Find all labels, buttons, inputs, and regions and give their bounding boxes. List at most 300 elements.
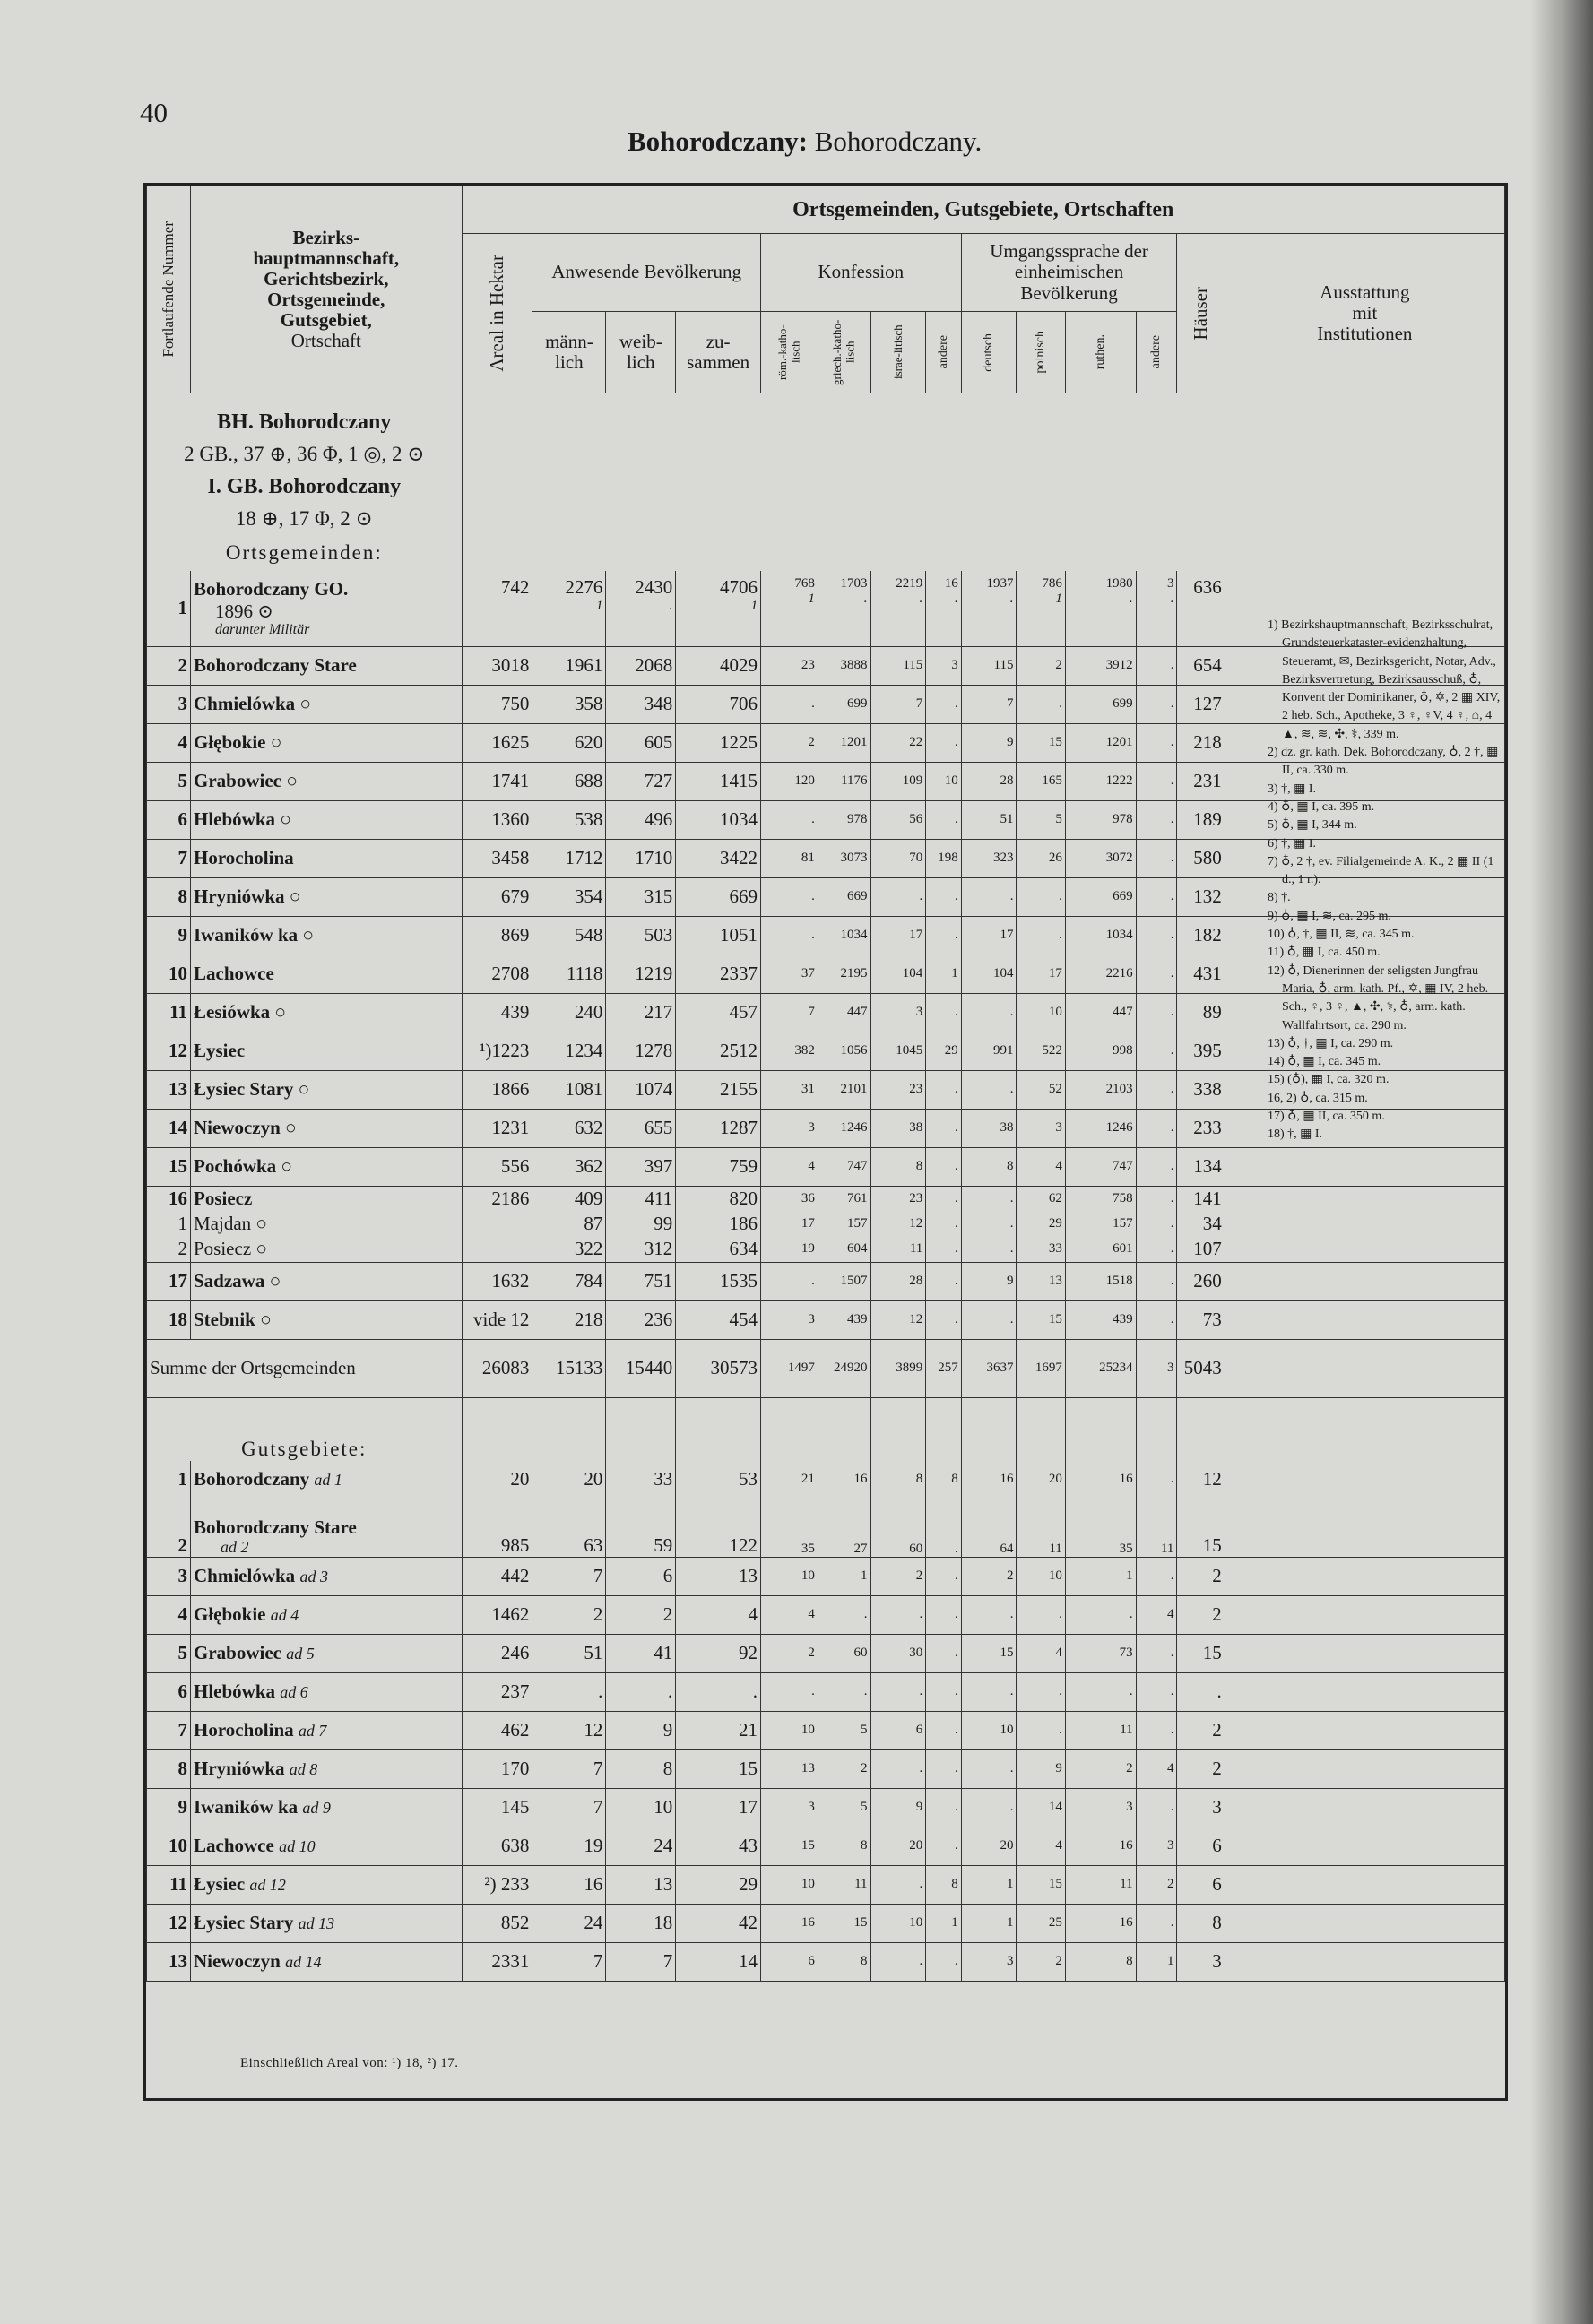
value-cell: 1 (1136, 1942, 1177, 1981)
table-row (147, 1237, 1505, 1263)
value-cell: ¹)1223 (462, 1032, 532, 1070)
value-cell: . (1136, 955, 1177, 993)
row-number: 12 (147, 1904, 191, 1942)
value-cell: 1625 (462, 723, 532, 762)
intro-bh: BH. Bohorodczany (147, 393, 463, 439)
value-cell: . (926, 877, 961, 916)
value-cell: 1045 (870, 1032, 926, 1070)
table-row (147, 1147, 1505, 1186)
value-cell: . (761, 1672, 818, 1711)
header-andere-konfession: andere (926, 312, 961, 393)
value-cell: 19 (761, 1237, 818, 1263)
value-cell: 556 (462, 1147, 532, 1186)
value-cell: . (870, 877, 926, 916)
value-cell: 820 (676, 1186, 761, 1212)
value-cell: 2331 (462, 1942, 532, 1981)
row-name: Majdan ○ (191, 1212, 463, 1237)
value-cell: 16 (532, 1865, 606, 1904)
row-name: Łysiec (191, 1032, 463, 1070)
value-cell: 2 (761, 1634, 818, 1672)
value-cell: 16 (961, 1461, 1017, 1499)
value-cell: 358 (532, 685, 606, 723)
value-cell: 36 (761, 1186, 818, 1212)
value-cell: . (961, 993, 1017, 1032)
value-cell: 104 (870, 955, 926, 993)
row-number: 7 (147, 1711, 191, 1749)
row-name: Iwaników ka ○ (191, 916, 463, 955)
row-number: 1 (147, 1461, 191, 1499)
value-cell: 727 (606, 762, 676, 800)
value-cell: 4 (1136, 1749, 1177, 1788)
value-cell: 3 (926, 646, 961, 685)
table-row (147, 1788, 1505, 1827)
value-cell: 354 (532, 877, 606, 916)
value-cell: . (1136, 1711, 1177, 1749)
empty-cell (1017, 1981, 1065, 2089)
intro-bh-counts: 2 GB., 37 ⊕, 36 Φ, 1 ◎, 2 ⊙ (147, 438, 463, 471)
value-cell: 2 (961, 1557, 1017, 1595)
table-row (147, 1300, 1505, 1339)
note-item: 1) Bezirkshauptmannschaft, Bezirksschulrat, Grundsteuerkataster-evidenzhaltung, Steueramt, ✉, Bezirksgericht, Notar, Adv., Bezirksvertretung, Bezirksausschuß, ♁, Konvent der Dominikaner, ♁, ✡, 2 ▦ XIV, 2 heb. Sch., Apotheke, 3 ♀, ♀V, 4 ♀, ⌂, 4 ▲, ≋, ≋, ✣, ⚕, 339 m. (1268, 618, 1501, 741)
value-cell: 1287 (676, 1109, 761, 1147)
value-cell: 10 (926, 762, 961, 800)
value-cell: 991 (961, 1032, 1017, 1070)
value-cell: 10 (961, 1711, 1017, 1749)
row-number: 13 (147, 1070, 191, 1109)
row-name: Chmielówka ad 3 (191, 1557, 463, 1595)
institutions-cell (1225, 1711, 1504, 1749)
value-cell: 15 (761, 1827, 818, 1865)
value-cell: 1246 (1065, 1109, 1136, 1147)
table-row (147, 1557, 1505, 1595)
value-cell: . (926, 1788, 961, 1827)
institutions-cell (1225, 1461, 1504, 1499)
row-number: 13 (147, 1942, 191, 1981)
row-name: Głębokie ad 4 (191, 1595, 463, 1634)
note-item: 9) ♁, ▦ I, ≋, ca. 295 m. (1268, 909, 1391, 923)
row-name: Stebnik ○ (191, 1300, 463, 1339)
value-cell: 165 (1017, 762, 1065, 800)
value-cell: . (1017, 1672, 1065, 1711)
value-cell: 9 (961, 1262, 1017, 1300)
value-cell (462, 1212, 532, 1237)
value-cell: 3422 (676, 839, 761, 877)
value-cell: 31 (761, 1070, 818, 1109)
value-cell: 240 (532, 993, 606, 1032)
value-cell: . (1017, 685, 1065, 723)
empty-cell (1136, 1981, 1177, 2089)
row-number: 1 (147, 571, 191, 646)
value-cell: 669 (818, 877, 870, 916)
row-number: 3 (147, 1557, 191, 1595)
value-cell: . (1136, 762, 1177, 800)
value-cell: . (1136, 1032, 1177, 1070)
row-name: Iwaników ka ad 9 (191, 1788, 463, 1827)
value-cell: 81 (761, 839, 818, 877)
value-cell: 3 (761, 1788, 818, 1827)
value-cell: 2068 (606, 646, 676, 685)
value-cell: 7 (961, 685, 1017, 723)
value-cell: 127 (1177, 685, 1225, 723)
row-name: Bohorodczany ad 1 (191, 1461, 463, 1499)
value-cell: 12 (870, 1300, 926, 1339)
value-cell: 10 (1017, 993, 1065, 1032)
row-number: 5 (147, 1634, 191, 1672)
row-number: 17 (147, 1262, 191, 1300)
value-cell: 2195 (818, 955, 870, 993)
value-cell: 60 (818, 1634, 870, 1672)
value-cell: 89 (1177, 993, 1225, 1032)
row-number: 2 (147, 1237, 191, 1263)
table-row (147, 1942, 1505, 1981)
value-cell: 548 (532, 916, 606, 955)
value-cell: 7 (870, 685, 926, 723)
value-cell: . (1017, 1595, 1065, 1634)
value-cell: 1937 . (961, 571, 1017, 646)
value-cell: 6 (761, 1942, 818, 1981)
value-cell: 16 . (926, 571, 961, 646)
empty-cell (1065, 1981, 1136, 2089)
value-cell: . (1136, 800, 1177, 839)
value-cell: 30573 (676, 1339, 761, 1397)
value-cell: 699 (818, 685, 870, 723)
value-cell: 2 (761, 723, 818, 762)
institutions-cell (1225, 1212, 1504, 1237)
value-cell: 447 (818, 993, 870, 1032)
value-cell: 3 (961, 1942, 1017, 1981)
value-cell: 4029 (676, 646, 761, 685)
institutions-cell (1225, 1672, 1504, 1711)
value-cell: . (676, 1672, 761, 1711)
running-title-bold: Bohorodczany: (628, 125, 808, 157)
value-cell: 395 (1177, 1032, 1225, 1070)
value-cell: 1118 (532, 955, 606, 993)
value-cell: 35 (761, 1499, 818, 1557)
value-cell: 10 (606, 1788, 676, 1827)
value-cell: 87 (532, 1212, 606, 1237)
note-item: 11) ♁, ▦ I, ca. 450 m. (1268, 946, 1381, 960)
value-cell: 869 (462, 916, 532, 955)
value-cell: 115 (870, 646, 926, 685)
value-cell: 3 (761, 1109, 818, 1147)
value-cell (462, 1397, 532, 1461)
table-row (147, 1672, 1505, 1711)
value-cell: 447 (1065, 993, 1136, 1032)
value-cell: 1222 (1065, 762, 1136, 800)
table-row (147, 1461, 1505, 1499)
value-cell: . (926, 1237, 961, 1263)
value-cell: 14 (676, 1942, 761, 1981)
value-cell: 3637 (961, 1339, 1017, 1397)
value-cell (818, 1397, 870, 1461)
institutions-cell (1225, 1942, 1504, 1981)
header-israel: israe-litisch (870, 312, 926, 393)
value-cell: 120 (761, 762, 818, 800)
value-cell: 10 (1017, 1557, 1065, 1595)
value-cell (1136, 1397, 1177, 1461)
table-row (147, 1262, 1505, 1300)
row-name: Hryniówka ○ (191, 877, 463, 916)
value-cell: 11 (1065, 1711, 1136, 1749)
value-cell: 3912 (1065, 646, 1136, 685)
value-cell: 17 (761, 1212, 818, 1237)
value-cell: 122 (676, 1499, 761, 1557)
row-name: Łysiec ad 12 (191, 1865, 463, 1904)
empty-cell (961, 1981, 1017, 2089)
value-cell: 2 (870, 1557, 926, 1595)
value-cell: 6 (606, 1557, 676, 1595)
value-cell: . (1136, 877, 1177, 916)
note-item: 2) dz. gr. kath. Dek. Bohorodczany, ♁, 2 †, ▦ II, ca. 330 m. (1268, 746, 1499, 778)
value-cell: . (1136, 1672, 1177, 1711)
row-name: Łesiówka ○ (191, 993, 463, 1032)
value-cell: 134 (1177, 1147, 1225, 1186)
value-cell: 9 (870, 1788, 926, 1827)
value-cell: 706 (676, 685, 761, 723)
row-number: 15 (147, 1147, 191, 1186)
value-cell: 260 (1177, 1262, 1225, 1300)
value-cell (761, 1397, 818, 1461)
value-cell: 620 (532, 723, 606, 762)
value-cell: 4706 1 (676, 571, 761, 646)
value-cell: 24920 (818, 1339, 870, 1397)
value-cell: 29 (1017, 1212, 1065, 1237)
value-cell: . (761, 685, 818, 723)
value-cell: . (1136, 1634, 1177, 1672)
header-deutsch: deutsch (961, 312, 1017, 393)
value-cell: 4 (676, 1595, 761, 1634)
value-cell: 3458 (462, 839, 532, 877)
institutions-cell (1225, 1904, 1504, 1942)
row-number: 9 (147, 916, 191, 955)
value-cell: 33 (1017, 1237, 1065, 1263)
institutions-cell (1225, 1397, 1504, 1461)
row-number: 2 (147, 1499, 191, 1557)
value-cell: 157 (1065, 1212, 1136, 1237)
value-cell: 655 (606, 1109, 676, 1147)
value-cell: . (1136, 1147, 1177, 1186)
header-haeuser: Häuser (1177, 234, 1225, 393)
value-cell: 654 (1177, 646, 1225, 685)
value-cell: 786 1 (1017, 571, 1065, 646)
value-cell: 35 (1065, 1499, 1136, 1557)
value-cell: 397 (606, 1147, 676, 1186)
value-cell: . (926, 1300, 961, 1339)
value-cell: 8 (1177, 1904, 1225, 1942)
note-item: 16, 2) ♁, ca. 315 m. (1268, 1091, 1368, 1105)
empty-cell (761, 1981, 818, 2089)
value-cell: 3 (1177, 1942, 1225, 1981)
value-cell: 15440 (606, 1339, 676, 1397)
header-weiblich: weib- lich (606, 312, 676, 393)
value-cell: 5 (818, 1711, 870, 1749)
value-cell: 8 (818, 1827, 870, 1865)
value-cell (1177, 1397, 1225, 1461)
row-number: 18 (147, 1300, 191, 1339)
value-cell: 60 (870, 1499, 926, 1557)
note-item: 4) ♁, ▦ I, ca. 395 m. (1268, 799, 1375, 814)
value-cell: . (926, 1827, 961, 1865)
value-cell (606, 1397, 676, 1461)
table-row (147, 1711, 1505, 1749)
value-cell: 439 (818, 1300, 870, 1339)
value-cell: 20 (870, 1827, 926, 1865)
value-cell: 1 (961, 1865, 1017, 1904)
table-row (147, 1865, 1505, 1904)
value-cell: . (1065, 1672, 1136, 1711)
value-cell: 170 (462, 1749, 532, 1788)
value-cell: 580 (1177, 839, 1225, 877)
value-cell: 2103 (1065, 1070, 1136, 1109)
value-cell: 20 (532, 1461, 606, 1499)
value-cell: 21 (676, 1711, 761, 1749)
value-cell: 34 (1177, 1212, 1225, 1237)
row-number: 11 (147, 1865, 191, 1904)
value-cell: 348 (606, 685, 676, 723)
value-cell: 457 (676, 993, 761, 1032)
value-cell: 462 (462, 1711, 532, 1749)
footnote: Einschließlich Areal von: ¹) 18, ²) 17. (240, 2056, 459, 2070)
value-cell: 11 (1136, 1499, 1177, 1557)
value-cell: 17 (870, 916, 926, 955)
value-cell (462, 1237, 532, 1263)
value-cell: 2155 (676, 1070, 761, 1109)
value-cell: 53 (676, 1461, 761, 1499)
value-cell: 1 (926, 955, 961, 993)
value-cell (532, 1397, 606, 1461)
value-cell: 2 (1136, 1865, 1177, 1904)
value-cell: . (926, 1147, 961, 1186)
value-cell: 1462 (462, 1595, 532, 1634)
value-cell: 1074 (606, 1070, 676, 1109)
row-name: Horocholina (191, 839, 463, 877)
row-number: 5 (147, 762, 191, 800)
value-cell: . (1136, 1300, 1177, 1339)
value-cell: 18 (606, 1904, 676, 1942)
value-cell: . (1136, 1070, 1177, 1109)
value-cell: 8 (818, 1942, 870, 1981)
value-cell: 761 (818, 1186, 870, 1212)
row-number: 3 (147, 685, 191, 723)
value-cell: 747 (818, 1147, 870, 1186)
value-cell: . (1136, 646, 1177, 685)
value-cell: 604 (818, 1237, 870, 1263)
value-cell: 1497 (761, 1339, 818, 1397)
row-number: 10 (147, 955, 191, 993)
value-cell: . (606, 1672, 676, 1711)
value-cell: 442 (462, 1557, 532, 1595)
row-number: 8 (147, 877, 191, 916)
value-cell: 15 (1017, 723, 1065, 762)
value-cell: . (926, 1186, 961, 1212)
value-cell: 5 (1017, 800, 1065, 839)
value-cell: 13 (606, 1865, 676, 1904)
value-cell: 6 (870, 1711, 926, 1749)
value-cell: 431 (1177, 955, 1225, 993)
value-cell: 63 (532, 1499, 606, 1557)
value-cell: vide 12 (462, 1300, 532, 1339)
value-cell: . (1065, 1595, 1136, 1634)
value-cell: 16 (1065, 1461, 1136, 1499)
value-cell: . (761, 800, 818, 839)
value-cell: . (818, 1595, 870, 1634)
value-cell: 5043 (1177, 1339, 1225, 1397)
row-number: 10 (147, 1827, 191, 1865)
page-number: 40 (140, 97, 168, 128)
value-cell: 1535 (676, 1262, 761, 1300)
value-cell: . (1136, 1186, 1177, 1212)
header-areal: Areal in Hektar (462, 234, 532, 393)
value-cell: 6 (1177, 1865, 1225, 1904)
value-cell: 38 (870, 1109, 926, 1147)
row-name: Lachowce ad 10 (191, 1827, 463, 1865)
value-cell: 19 (532, 1827, 606, 1865)
value-cell: 1278 (606, 1032, 676, 1070)
value-cell: 1710 (606, 839, 676, 877)
row-number: 6 (147, 1672, 191, 1711)
value-cell: 56 (870, 800, 926, 839)
value-cell: 2 (1017, 1942, 1065, 1981)
value-cell: 382 (761, 1032, 818, 1070)
value-cell: 315 (606, 877, 676, 916)
table-row (147, 1212, 1505, 1237)
value-cell: 669 (1065, 877, 1136, 916)
value-cell (676, 1397, 761, 1461)
value-cell: 62 (1017, 1186, 1065, 1212)
value-cell: ²) 233 (462, 1865, 532, 1904)
value-cell: 605 (606, 723, 676, 762)
value-cell: 218 (1177, 723, 1225, 762)
running-title-rest: Bohorodczany. (814, 125, 983, 157)
value-cell: 784 (532, 1262, 606, 1300)
value-cell: . (926, 1109, 961, 1147)
value-cell: 198 (926, 839, 961, 877)
row-name: Grabowiec ad 5 (191, 1634, 463, 1672)
row-number: 12 (147, 1032, 191, 1070)
value-cell: 2 (1177, 1749, 1225, 1788)
summary-row (147, 1339, 1505, 1397)
value-cell: 978 (1065, 800, 1136, 839)
value-cell: 3018 (462, 646, 532, 685)
institutions-cell (1225, 1186, 1504, 1212)
row-number: 7 (147, 839, 191, 877)
value-cell: 7 (532, 1749, 606, 1788)
value-cell: 10 (870, 1904, 926, 1942)
value-cell: . (1136, 1904, 1177, 1942)
value-cell: 985 (462, 1499, 532, 1557)
row-name: Pochówka ○ (191, 1147, 463, 1186)
value-cell: 11 (1065, 1865, 1136, 1904)
value-cell: 26083 (462, 1339, 532, 1397)
value-cell: . (1136, 1262, 1177, 1300)
value-cell: 51 (532, 1634, 606, 1672)
value-cell: 27 (818, 1499, 870, 1557)
value-cell: . (1017, 1711, 1065, 1749)
value-cell: 1219 (606, 955, 676, 993)
row-name: Sadzawa ○ (191, 1262, 463, 1300)
value-cell: 2 (1017, 646, 1065, 685)
value-cell: 11 (818, 1865, 870, 1904)
value-cell: 28 (961, 762, 1017, 800)
value-cell: 3888 (818, 646, 870, 685)
value-cell: 312 (606, 1237, 676, 1263)
value-cell: . (926, 1711, 961, 1749)
value-cell: 7 (532, 1557, 606, 1595)
value-cell: 747 (1065, 1147, 1136, 1186)
value-cell: 233 (1177, 1109, 1225, 1147)
value-cell: 538 (532, 800, 606, 839)
page-edge-shadow (1530, 0, 1593, 2324)
